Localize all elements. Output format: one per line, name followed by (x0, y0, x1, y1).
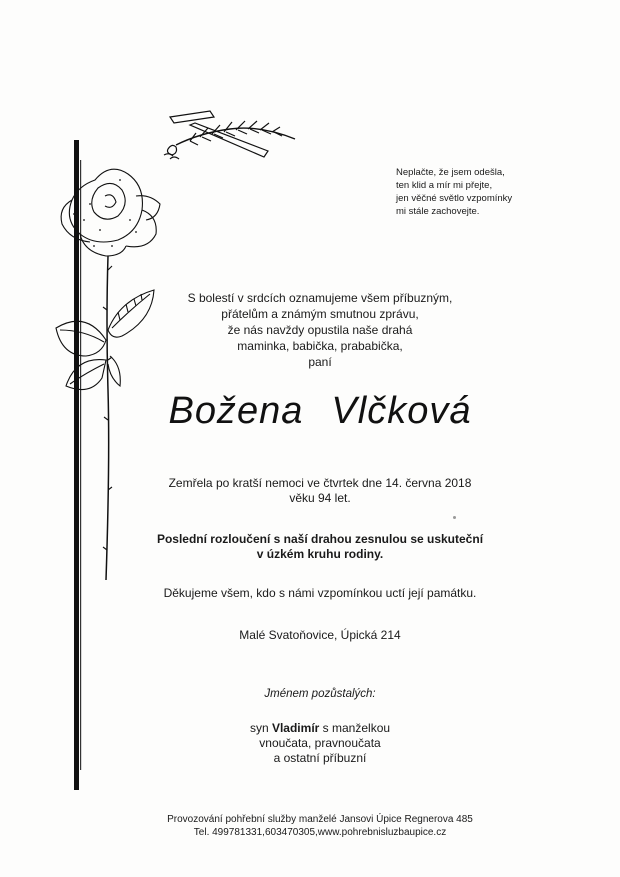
intro-line: přátelům a známým smutnou zprávu, (221, 307, 419, 321)
death-notice-line: věku 94 let. (289, 491, 351, 505)
speck (453, 516, 456, 519)
son-prefix: syn (249, 721, 269, 735)
poem-line: ten klid a mír mi přejte, (396, 180, 493, 191)
intro-line: maminka, babička, prababička, (237, 339, 403, 353)
farewell-line: Poslední rozloučení s naší drahou zesnulou se uskuteční (156, 532, 484, 546)
mourners-line: vnoučata, pravnoučata (259, 736, 381, 750)
address: Malé Svatoňovice, Úpická 214 (239, 628, 401, 642)
poem-line: Neplačte, že jsem odešla, (396, 167, 505, 178)
poem (396, 166, 536, 218)
death-notice-line: Zemřela po kratší nemoci ve čtvrtek dne 14. června 2018 (168, 476, 472, 490)
mourners-line: a ostatní příbuzní (273, 751, 367, 765)
mourners (160, 721, 480, 766)
poem-line: mi stále zachovejte. (396, 206, 480, 217)
rose-icon (50, 160, 165, 600)
intro-line: S bolestí v srdcích oznamujeme všem příbuzným, (187, 291, 453, 305)
last-name: Vlčková (331, 390, 472, 432)
footer-line: Provozování pohřební služby manželé Jansovi Úpice Regnerova 485 (167, 814, 473, 825)
first-name: Božena (168, 390, 304, 432)
footer-line: Tel. 499781331,603470305,www.pohrebnisluzbaupice.cz (193, 827, 447, 838)
son-suffix: s manželkou (322, 721, 391, 735)
death-notice (150, 476, 490, 506)
mourners-line (160, 721, 480, 736)
funeral-service-footer (110, 813, 530, 839)
farewell-line: v úzkém kruhu rodiny. (256, 547, 384, 561)
thanks-text: Děkujeme všem, kdo s námi vzpomínkou uctí její památku. (163, 586, 477, 600)
poem-line: jen věčné světlo vzpomínky (396, 193, 513, 204)
farewell-notice (150, 532, 490, 562)
intro-line: paní (308, 355, 332, 369)
cross-with-palm-icon (160, 105, 300, 170)
announcement-intro (160, 290, 480, 370)
deceased-name (160, 390, 480, 433)
intro-line: že nás navždy opustila naše drahá (227, 323, 413, 337)
son-name: Vladimír (271, 721, 320, 735)
on-behalf-heading: Jménem pozůstalých: (264, 688, 376, 700)
